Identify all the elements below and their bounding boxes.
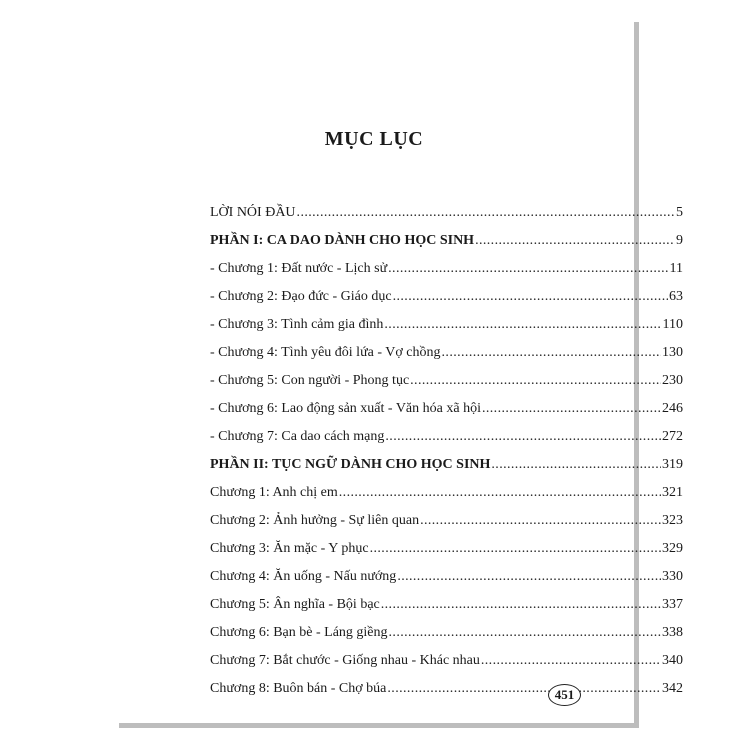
dot-leader <box>393 287 668 307</box>
toc-entry-page: 272 <box>662 429 683 444</box>
toc-entry-page: 330 <box>662 569 683 584</box>
toc-entry-label: LỜI NÓI ĐẦU <box>210 205 296 220</box>
toc-entry-label: Chương 5: Ân nghĩa - Bội bạc <box>210 597 380 612</box>
toc-entry <box>210 483 683 503</box>
toc-entry-page: 321 <box>662 485 683 500</box>
toc-entry-page: 319 <box>662 457 683 472</box>
toc-entry-page: 323 <box>662 513 683 528</box>
toc-entry <box>210 315 683 335</box>
toc-entry-page: 110 <box>662 317 683 332</box>
page-number-badge: 451 <box>548 684 581 706</box>
page-title: MỤC LỤC <box>324 128 424 150</box>
toc-entry-label: - Chương 1: Đất nước - Lịch sử <box>210 261 388 276</box>
toc-entry <box>210 651 683 671</box>
dot-leader <box>420 511 661 531</box>
dot-leader <box>397 567 661 587</box>
toc-entry-page: 9 <box>676 233 683 248</box>
toc-entry <box>210 259 683 279</box>
toc-entry-page: 246 <box>662 401 683 416</box>
toc-entry-label: PHẦN II: TỤC NGỮ DÀNH CHO HỌC SINH <box>210 457 491 472</box>
toc-entry-label: Chương 4: Ăn uống - Nấu nướng <box>210 569 397 584</box>
toc-entry <box>210 567 683 587</box>
toc-entry <box>210 287 683 307</box>
book-page <box>114 17 683 723</box>
dot-leader <box>339 483 661 503</box>
toc-entry-page: 340 <box>662 653 683 668</box>
toc-entry-label: Chương 1: Anh chị em <box>210 485 338 500</box>
dot-leader <box>388 259 668 279</box>
toc-entry <box>210 623 683 643</box>
toc-entry-label: Chương 2: Ảnh hưởng - Sự liên quan <box>210 513 420 528</box>
dot-leader <box>482 399 661 419</box>
toc-entry <box>210 427 683 447</box>
dot-leader <box>410 371 661 391</box>
dot-leader <box>491 455 661 475</box>
toc-entry-label: - Chương 4: Tình yêu đôi lứa - Vợ chồng <box>210 345 441 360</box>
toc-entry-page: 5 <box>676 205 683 220</box>
toc-entry-label: Chương 7: Bắt chước - Giống nhau - Khác nhau <box>210 653 480 668</box>
toc-entry-page: 11 <box>669 261 683 276</box>
dot-leader <box>297 203 675 223</box>
toc-entry-label: Chương 6: Bạn bè - Láng giềng <box>210 625 388 640</box>
toc-entry-label: - Chương 7: Ca dao cách mạng <box>210 429 385 444</box>
dot-leader <box>381 595 661 615</box>
toc-entry-part <box>210 455 683 475</box>
dot-leader <box>442 343 661 363</box>
toc-entry-label: - Chương 2: Đạo đức - Giáo dục <box>210 289 392 304</box>
toc-entry-page: 338 <box>662 625 683 640</box>
toc-entry <box>210 595 683 615</box>
toc-entry <box>210 679 683 699</box>
dot-leader <box>475 231 675 251</box>
toc-entry <box>210 343 683 363</box>
dot-leader <box>387 679 661 699</box>
toc-entry-page: 130 <box>662 345 683 360</box>
toc-entry-page: 342 <box>662 681 683 696</box>
toc-entry-label: Chương 8: Buôn bán - Chợ búa <box>210 681 387 696</box>
toc-entry <box>210 399 683 419</box>
toc-entry <box>210 511 683 531</box>
toc-entry-label: PHẦN I: CA DAO DÀNH CHO HỌC SINH <box>210 233 475 248</box>
dot-leader <box>385 427 661 447</box>
toc-entry-label: Chương 3: Ăn mặc - Y phục <box>210 541 369 556</box>
toc-entry-page: 63 <box>669 289 683 304</box>
toc-entry-label: - Chương 5: Con người - Phong tục <box>210 373 410 388</box>
toc-entry <box>210 203 683 223</box>
toc-entry <box>210 371 683 391</box>
toc-entry-label: - Chương 6: Lao động sản xuất - Văn hóa xã hội <box>210 401 481 416</box>
toc-entry-page: 329 <box>662 541 683 556</box>
toc-entry-page: 337 <box>662 597 683 612</box>
dot-leader <box>389 623 661 643</box>
dot-leader <box>384 315 661 335</box>
toc-entry <box>210 539 683 559</box>
toc-entry-page: 230 <box>662 373 683 388</box>
dot-leader <box>370 539 661 559</box>
toc-entry-label: - Chương 3: Tình cảm gia đình <box>210 317 384 332</box>
dot-leader <box>481 651 661 671</box>
toc-entry-part <box>210 231 683 251</box>
